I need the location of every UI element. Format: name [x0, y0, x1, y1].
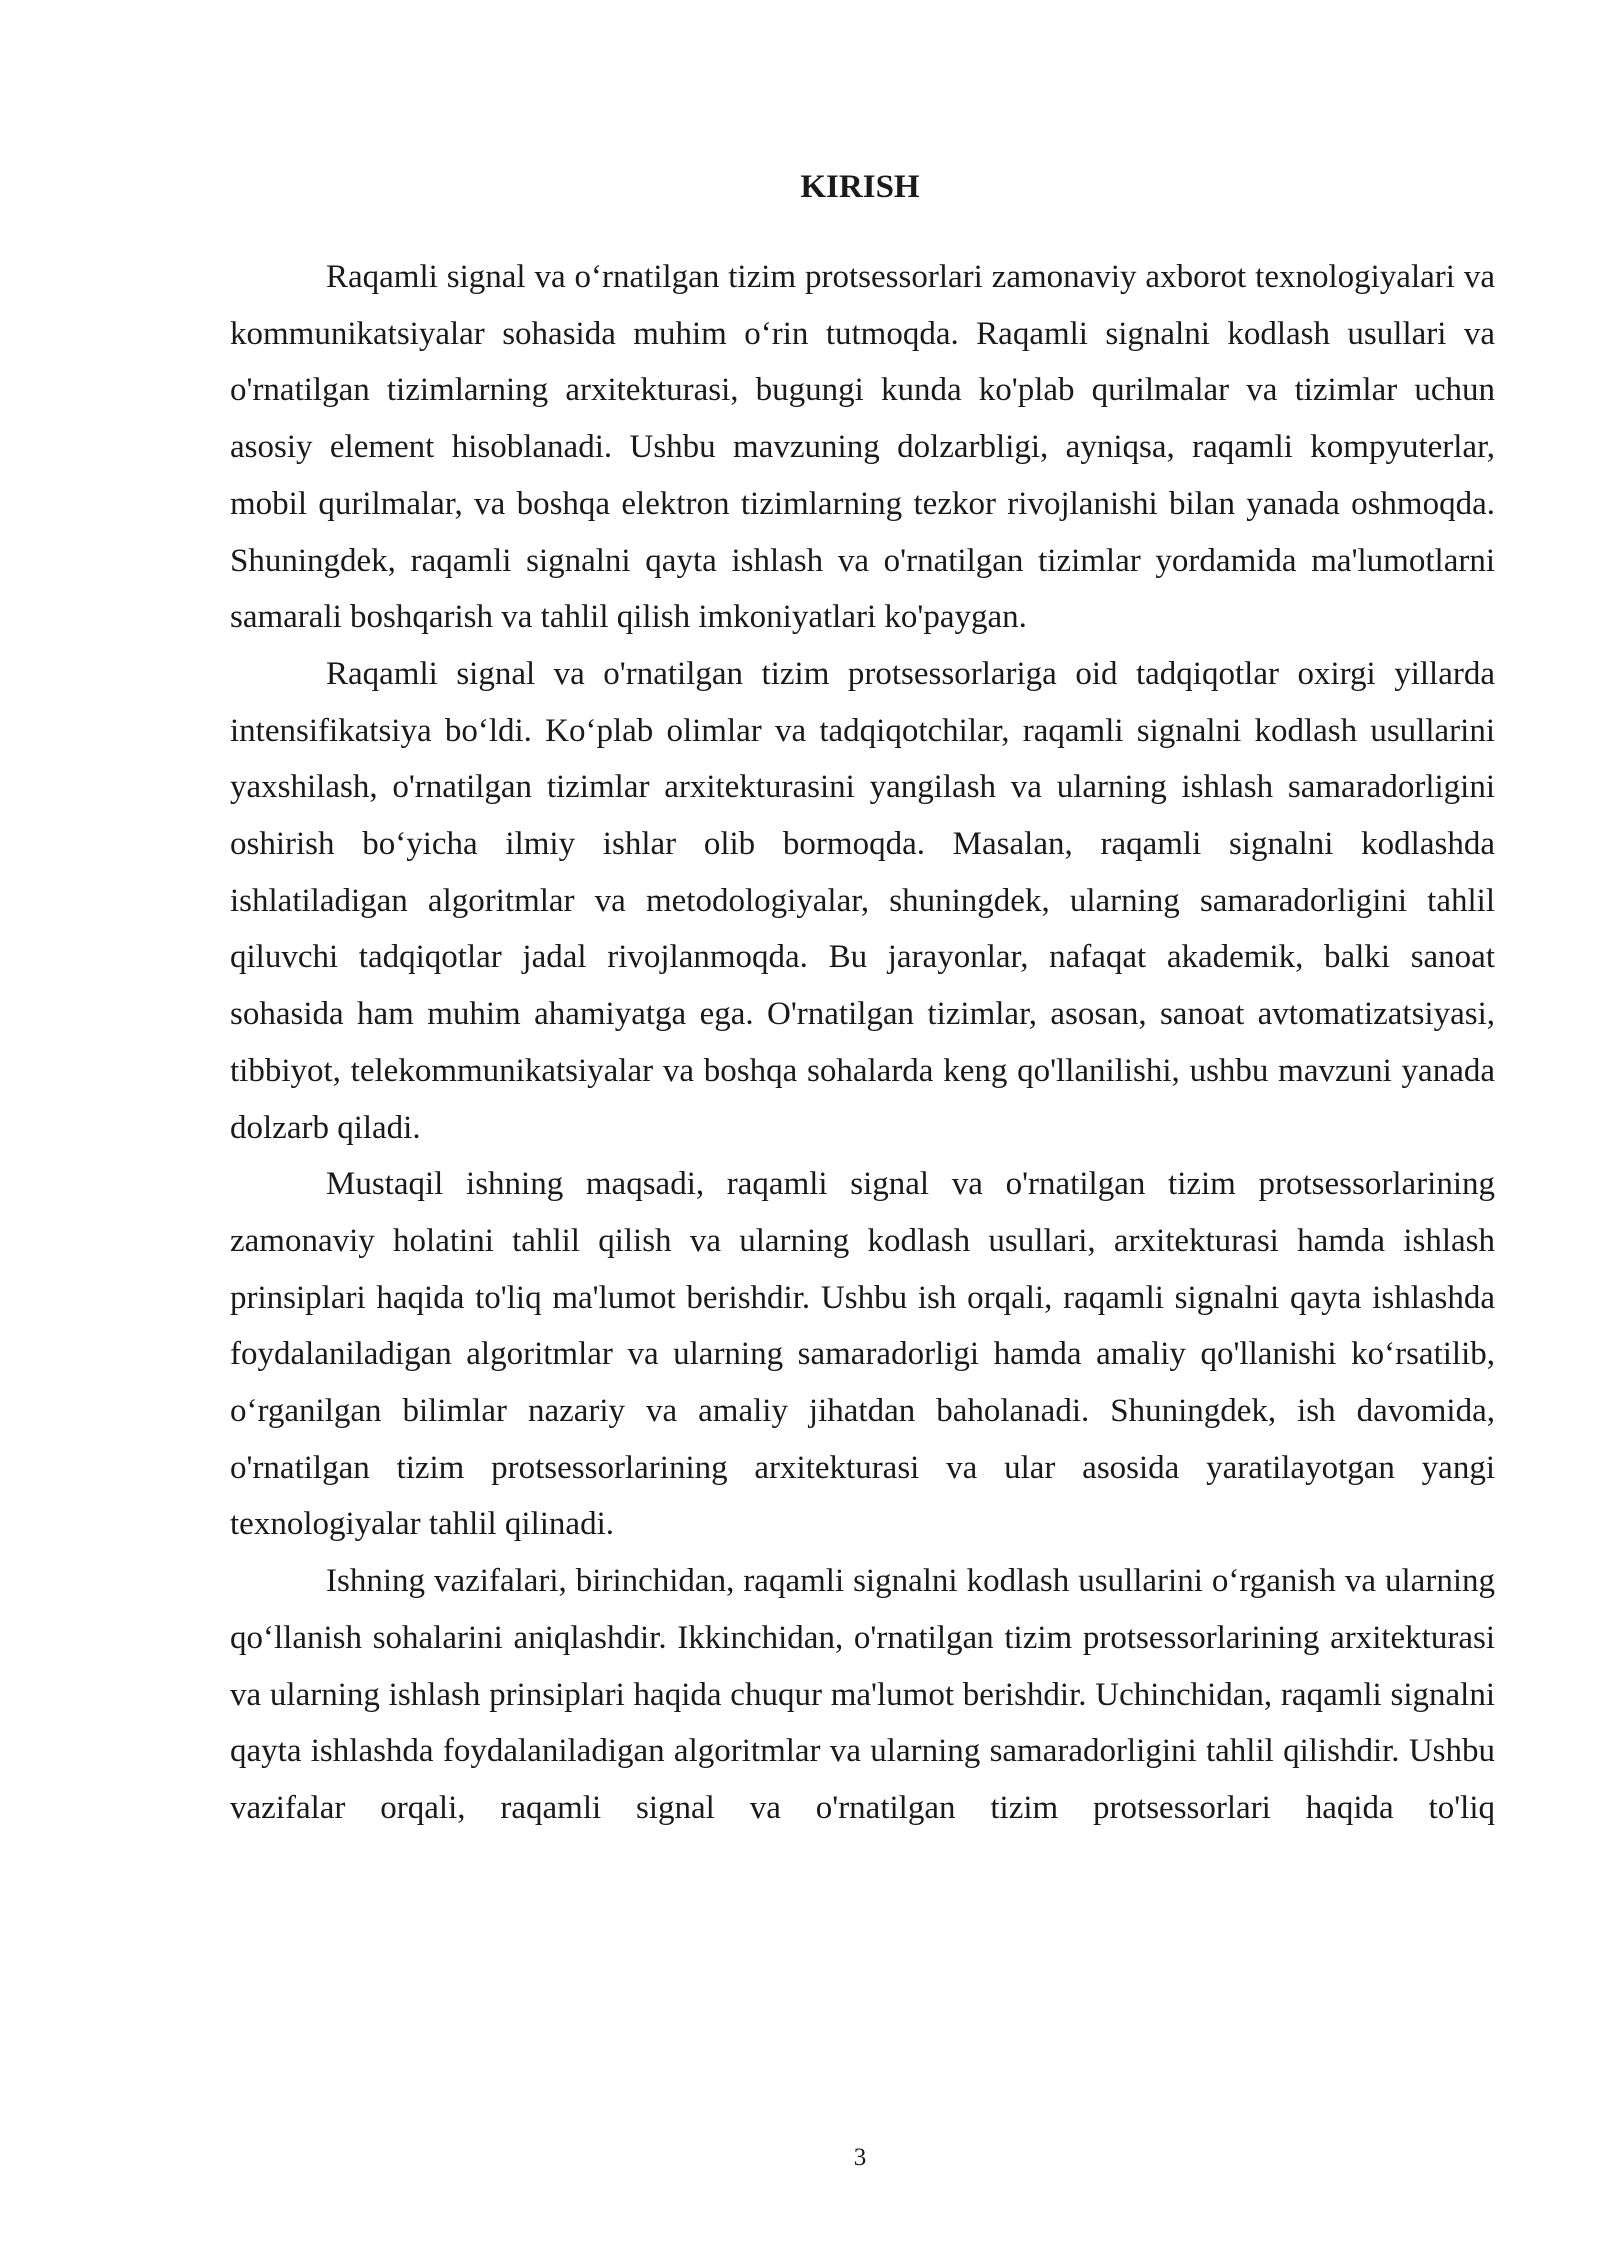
- paragraph-goal: Mustaqil ishning maqsadi, raqamli signal va o'rnatilgan tizim protsessorlarining zamonaviy holatini tahlil qilish va ularning kodlash usullari, arxitekturasi hamda ishlash prinsiplari haqida to'liq ma'lumot berishdir. Ushbu ish orqali, raqamli signalni qayta ishlashda foydalaniladigan algoritmlar va ularning samaradorligi hamda amaliy qo'llanishi ko‘rsatilib, o‘rganilgan bilimlar nazariy va amaliy jihatdan baholanadi. Shuningdek, ish davomida, o'rnatilgan tizim protsessorlarining arxitekturasi va ular asosida yaratilayotgan yangi texnologiyalar tahlil qilinadi.: [230, 1166, 1495, 1543]
- page-number: 3: [853, 2144, 867, 2171]
- paragraph-introduction: Raqamli signal va o‘rnatilgan tizim protsessorlari zamonaviy axborot texnologiyalari va kommunikatsiyalar sohasida muhim o‘rin tutmoqda. Raqamli signalni kodlash usullari va o'rnatilgan tizimlarning arxitekturasi, bugungi kunda ko'plab qurilmalar va tizimlar uchun asosiy element hisoblanadi. Ushbu mavzuning dolzarbligi, ayniqsa, raqamli kompyuterlar, mobil qurilmalar, va boshqa elektron tizimlarning tezkor rivojlanishi bilan yanada oshmoqda. Shuningdek, raqamli signalni qayta ishlash va o'rnatilgan tizimlar yordamida ma'lumotlarni samarali boshqarish va tahlil qilish imkoniyatlari ko'paygan.: [230, 259, 1495, 636]
- body-text: [230, 249, 1495, 1837]
- paragraph-research: Raqamli signal va o'rnatilgan tizim protsessorlariga oid tadqiqotlar oxirgi yillarda intensifikatsiya bo‘ldi. Ko‘plab olimlar va tadqiqotchilar, raqamli signalni kodlash usullarini yaxshilash, o'rnatilgan tizimlar arxitekturasini yangilash va ularning ishlash samaradorligini oshirish bo‘yicha ilmiy ishlar olib bormoqda. Masalan, raqamli signalni kodlashda ishlatiladigan algoritmlar va metodologiyalar, shuningdek, ularning samaradorligini tahlil qiluvchi tadqiqotlar jadal rivojlanmoqda. Bu jarayonlar, nafaqat akademik, balki sanoat sohasida ham muhim ahamiyatga ega. O'rnatilgan tizimlar, asosan, sanoat avtomatizatsiyasi, tibbiyot, telekommunikatsiyalar va boshqa sohalarda keng qo'llanilishi, ushbu mavzuni yanada dolzarb qiladi.: [230, 655, 1495, 1146]
- page-title: KIRISH: [800, 169, 920, 205]
- paragraph-tasks: Ishning vazifalari, birinchidan, raqamli signalni kodlash usullarini o‘rganish va ularning qo‘llanish sohalarini aniqlashdir. Ikkinchidan, o'rnatilgan tizim protsessorlarining arxitekturasi va ularning ishlash prinsiplari haqida chuqur ma'lumot berishdir. Uchinchidan, raqamli signalni qayta ishlashda foydalaniladigan algoritmlar va ularning samaradorligini tahlil qilishdir. Ushbu vazifalar orqali, raqamli signal va o'rnatilgan tizim protsessorlari haqida to'liq: [230, 1563, 1495, 1826]
